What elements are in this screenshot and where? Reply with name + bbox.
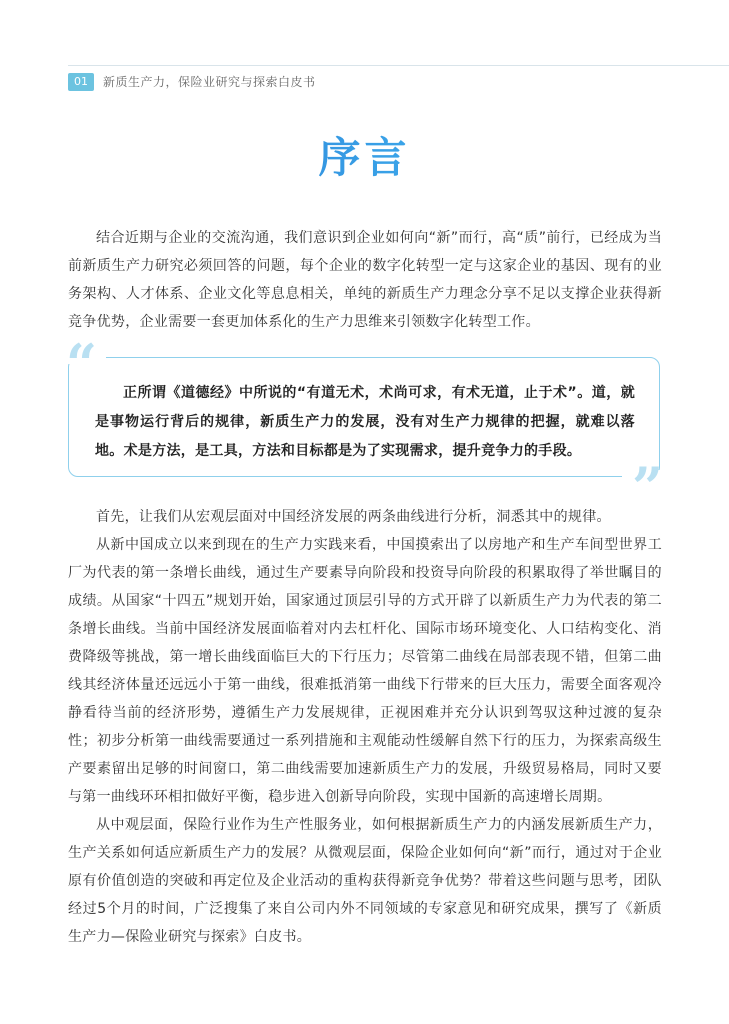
intro-paragraph: 结合近期与企业的交流沟通，我们意识到企业如何向“新”而行，高“质”前行，已经成为当前新质生产力研究必须回答的问题，每个企业的数字化转型一定与这家企业的基因、现有的业务架构、人才体系、企业文化等息息相关，单纯的新质生产力理念分享不足以支撑企业获得新竞争优势，企业需要一套更加体系化的生产力思维来引领数字化转型工作。 xyxy=(68,230,662,330)
quote-text: 正所谓《道德经》中所说的“有道无术，术尚可求，有术无道，止于术”。道，就是事物运行背后的规律，新质生产力的发展，没有对生产力规律的把握，就难以落地。术是方法，是工具，方法和目标都是为了实现需求，提升竞争力的手段。 xyxy=(95,385,635,459)
page-number-badge: 01 xyxy=(68,73,94,91)
body-paragraph-2: 从新中国成立以来到现在的生产力实践来看，中国摸索出了以房地产和生产车间型世界工厂为代表的第一条增长曲线，通过生产要素导向阶段和投资导向阶段的积累取得了举世瞩目的成绩。从国家“十四五”规划开始，国家通过顶层引导的方式开辟了以新质生产力为代表的第二条增长曲线。当前中国经济发展面临着对内去杠杆化、国际市场环境变化、人口结构变化、消费降级等挑战，第一增长曲线面临巨大的下行压力；尽管第二曲线在局部表现不错，但第二曲线其经济体量还远远小于第一曲线，很难抵消第一曲线下行带来的巨大压力，需要全面客观冷静看待当前的经济形势，遵循生产力发展规律，正视困难并充分认识到驾驭这种过渡的复杂性；初步分析第一曲线需要通过一系列措施和主观能动性缓解自然下行的压力，为探索高级生产要素留出足够的时间窗口，第二曲线需要加速新质生产力的发展，升级贸易格局，同时又要与第一曲线环环相扣做好平衡，稳步进入创新导向阶段，实现中国新的高速增长周期。 xyxy=(68,537,662,805)
body-paragraph-3: 从中观层面，保险行业作为生产性服务业，如何根据新质生产力的内涵发展新质生产力，生产关系如何适应新质生产力的发展？从微观层面，保险企业如何向“新”而行，通过对于企业原有价值创造的突破和再定位及企业活动的重构获得新竞争优势？带着这些问题与思考，团队经过5个月的时间，广泛搜集了来自公司内外不同领域的专家意见和研究成果，撰写了《新质生产力—保险业研究与探索》白皮书。 xyxy=(68,817,662,945)
open-quote-icon: “ xyxy=(66,332,98,396)
running-header-title: 新质生产力，保险业研究与探索白皮书 xyxy=(103,75,316,89)
header-divider xyxy=(68,65,729,66)
page-title: 序言 xyxy=(0,128,729,188)
body-paragraph-1: 首先，让我们从宏观层面对中国经济发展的两条曲线进行分析，洞悉其中的规律。 xyxy=(96,509,611,525)
close-quote-icon: ” xyxy=(632,455,664,519)
